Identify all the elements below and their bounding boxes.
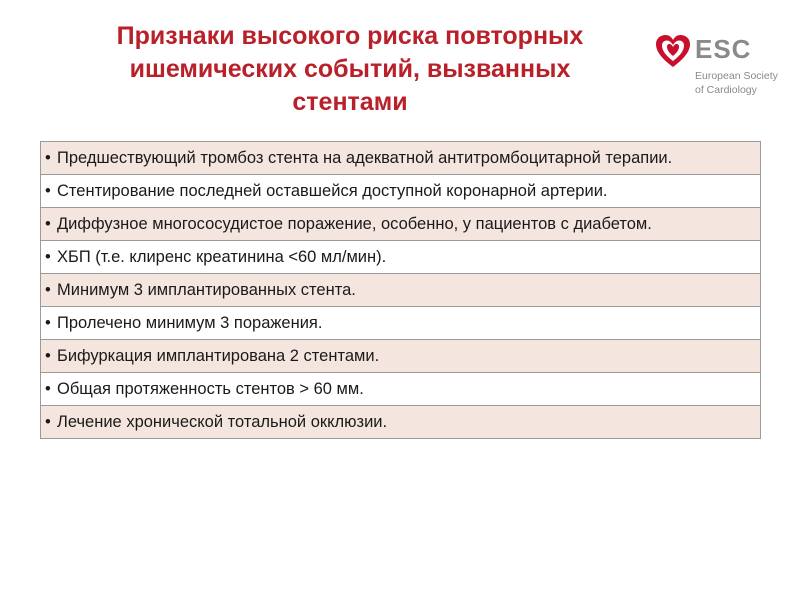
criteria-table xyxy=(40,141,761,439)
bullet: • xyxy=(45,215,51,233)
table-row xyxy=(41,175,761,208)
criterion-text: Общая протяженность стентов > 60 мм. xyxy=(57,380,364,398)
table-row xyxy=(41,340,761,373)
title-line-2: ишемических событий, вызванных xyxy=(129,55,571,83)
criterion-text: Диффузное многососудистое поражение, особенно, у пациентов с диабетом. xyxy=(57,215,652,233)
logo-abbreviation: ESC xyxy=(695,34,752,64)
esc-logo xyxy=(655,34,795,104)
criterion-text: ХБП (т.е. клиренс креатинина <60 мл/мин). xyxy=(57,248,387,266)
title-line-3: стентами xyxy=(292,88,408,116)
criterion-text: Бифуркация имплантирована 2 стентами. xyxy=(57,347,380,365)
page-title xyxy=(70,20,630,119)
criterion-text: Лечение хронической тотальной окклюзии. xyxy=(57,413,388,431)
criterion-text: Стентирование последней оставшейся доступной коронарной артерии. xyxy=(57,182,608,200)
table-row xyxy=(41,241,761,274)
title-line-1: Признаки высокого риска повторных xyxy=(116,22,584,50)
table-row xyxy=(41,274,761,307)
table-row xyxy=(41,142,761,175)
bullet: • xyxy=(45,380,51,398)
table-row xyxy=(41,307,761,340)
bullet: • xyxy=(45,248,51,266)
bullet: • xyxy=(45,149,51,167)
criterion-text: Пролечено минимум 3 поражения. xyxy=(57,314,323,332)
bullet: • xyxy=(45,281,51,299)
criterion-text: Минимум 3 имплантированных стента. xyxy=(57,281,356,299)
table-row xyxy=(41,208,761,241)
bullet: • xyxy=(45,314,51,332)
table-row xyxy=(41,406,761,439)
heart-icon xyxy=(655,34,691,70)
table-row xyxy=(41,373,761,406)
bullet: • xyxy=(45,413,51,431)
logo-name-line-1: European Society xyxy=(695,70,778,82)
bullet: • xyxy=(45,182,51,200)
criterion-text: Предшествующий тромбоз стента на адекватной антитромбоцитарной терапии. xyxy=(57,149,673,167)
logo-name-line-2: of Cardiology xyxy=(695,84,757,96)
bullet: • xyxy=(45,347,51,365)
